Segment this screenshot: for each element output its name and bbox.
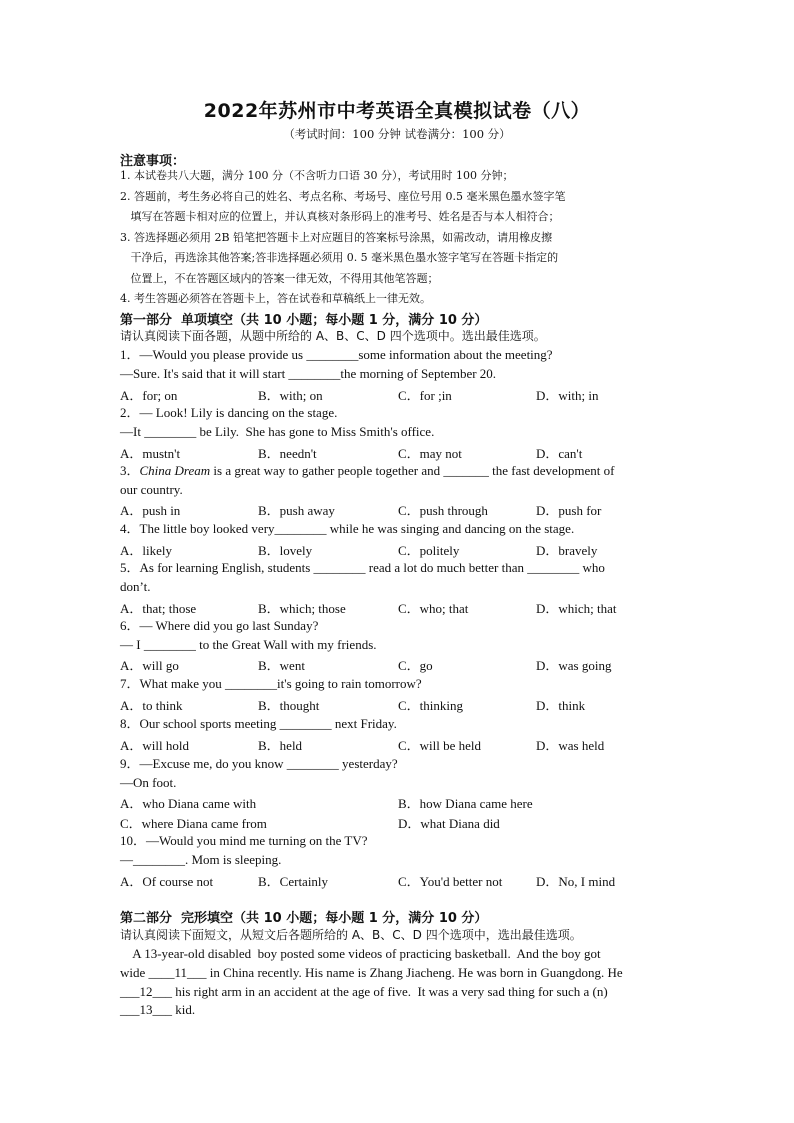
note-line: 位置上，不在答题区域内的答案一律无效，不得用其他笔答题；: [120, 272, 439, 285]
note-line: 填写在答题卡相对应的位置上，并认真核对条形码上的准考号、姓名是否与本人相符合；: [120, 210, 560, 223]
q1-option-b: B．with; on: [258, 388, 323, 403]
q3-option-a: A．push in: [120, 503, 181, 518]
question-1-line1: 1．—Would you please provide us ________some information about the meeting?: [120, 347, 553, 362]
q4-option-d: D．bravely: [536, 543, 598, 558]
q4-option-a: A．likely: [120, 543, 172, 558]
q5-option-d: D．which; that: [536, 601, 617, 616]
q9-option-d: D．what Diana did: [398, 816, 500, 831]
note-line: 3. 答选择题必须用 2B 铅笔把答题卡上对应题目的答案标号涂黑，如需改动，请用橡皮擦: [120, 231, 553, 244]
book-title: China Dream: [139, 463, 211, 478]
part1-heading: 第一部分 单项填空（共 10 小题；每小题 1 分，满分 10 分）: [120, 313, 488, 328]
passage-line: ___12___ his right arm in an accident at the age of five. It was a very sad thing for such a (n): [120, 984, 608, 999]
q9-option-a: A．who Diana came with: [120, 796, 257, 811]
part2-heading: 第二部分 完形填空（共 10 小题；每小题 1 分，满分 10 分）: [120, 911, 488, 926]
q3-option-b: B．push away: [258, 503, 335, 518]
question-5-line1: 5．As for learning English, students ________ read a lot do much better than ________ who: [120, 560, 605, 575]
question-3-line2: our country.: [120, 482, 183, 497]
q10-option-d: D．No, I mind: [536, 874, 616, 889]
passage-line: ___13___ kid.: [120, 1002, 196, 1017]
question-10-line2: —________. Mom is sleeping.: [120, 852, 282, 867]
question-number: 3．: [120, 463, 140, 478]
question-9-line2: —On foot.: [120, 775, 177, 790]
q2-option-d: D．can't: [536, 446, 583, 461]
q7-option-d: D．think: [536, 698, 586, 713]
q1-option-c: C．for ;in: [398, 388, 452, 403]
q6-option-c: C．go: [398, 658, 433, 673]
q6-option-a: A．will go: [120, 658, 179, 673]
question-text: is a great way to gather people together and _______ the fast development of: [210, 463, 615, 478]
question-2-line2: —It ________ be Lily. She has gone to Miss Smith's office.: [120, 424, 435, 439]
note-line: 4. 考生答题必须答在答题卡上，答在试卷和草稿纸上一律无效。: [120, 292, 431, 305]
q5-option-c: C．who; that: [398, 601, 469, 616]
part1-instruction: 请认真阅读下面各题，从题中所给的 A、B、C、D 四个选项中。选出最佳选项。: [120, 329, 546, 343]
question-3-line1: [120, 462, 615, 480]
note-line: 1. 本试卷共八大题，满分 100 分（不含听力口语 30 分），考试用时 100 分钟；: [120, 169, 514, 182]
question-2-line1: 2．— Look! Lily is dancing on the stage.: [120, 405, 338, 420]
note-line: 干净后，再选涂其他答案;答非选择题必须用 0. 5 毫米黑色墨水签字笔写在答题卡指定的: [120, 251, 559, 264]
q8-option-d: D．was held: [536, 738, 605, 753]
q5-option-b: B．which; those: [258, 601, 346, 616]
q7-option-b: B．thought: [258, 698, 320, 713]
q8-option-a: A．will hold: [120, 738, 189, 753]
page-title: 2022年苏州市中考英语全真模拟试卷（八）: [203, 100, 591, 122]
question-5-line2: don’t.: [120, 579, 151, 594]
passage-line: A 13-year-old disabled boy posted some videos of practicing basketball. And the boy got: [120, 946, 601, 961]
question-4-line1: 4．The little boy looked very________ while he was singing and dancing on the stage.: [120, 521, 575, 536]
question-1-line2: —Sure. It's said that it will start ________the morning of September 20.: [120, 366, 497, 381]
q4-option-c: C．politely: [398, 543, 460, 558]
q7-option-a: A．to think: [120, 698, 183, 713]
part2-instruction: 请认真阅读下面短文，从短文后各题所给的 A、B、C、D 四个选项中，选出最佳选项。: [120, 928, 582, 942]
question-9-line1: 9．—Excuse me, do you know ________ yesterday?: [120, 756, 398, 771]
q2-option-b: B．needn't: [258, 446, 317, 461]
question-10-line1: 10．—Would you mind me turning on the TV?: [120, 833, 368, 848]
question-7-line1: 7．What make you ________it's going to rain tomorrow?: [120, 676, 422, 691]
q2-option-c: C．may not: [398, 446, 462, 461]
q3-option-d: D．push for: [536, 503, 602, 518]
q10-option-c: C．You'd better not: [398, 874, 503, 889]
q8-option-b: B．held: [258, 738, 303, 753]
q9-option-c: C．where Diana came from: [120, 816, 267, 831]
notes-heading: 注意事项：: [120, 154, 186, 169]
q1-option-d: D．with; in: [536, 388, 599, 403]
passage-line: wide ____11___ in China recently. His name is Zhang Jiacheng. He was born in Guangdong. He: [120, 965, 623, 980]
q10-option-b: B．Certainly: [258, 874, 329, 889]
note-line: 2. 答题前，考生务必将自己的姓名、考点名称、考场号、座位号用 0.5 毫米黑色墨水签字笔: [120, 190, 566, 203]
q4-option-b: B．lovely: [258, 543, 313, 558]
q5-option-a: A．that; those: [120, 601, 197, 616]
q3-option-c: C．push through: [398, 503, 488, 518]
q1-option-a: A．for; on: [120, 388, 178, 403]
q10-option-a: A．Of course not: [120, 874, 214, 889]
q8-option-c: C．will be held: [398, 738, 482, 753]
question-6-line2: — I ________ to the Great Wall with my friends.: [120, 637, 377, 652]
q6-option-d: D．was going: [536, 658, 612, 673]
q2-option-a: A．mustn't: [120, 446, 181, 461]
q9-option-b: B．how Diana came here: [398, 796, 533, 811]
question-8-line1: 8．Our school sports meeting ________ next Friday.: [120, 716, 397, 731]
exam-info: （考试时间：100 分钟 试卷满分：100 分）: [283, 127, 511, 141]
question-6-line1: 6．— Where did you go last Sunday?: [120, 618, 319, 633]
q7-option-c: C．thinking: [398, 698, 464, 713]
q6-option-b: B．went: [258, 658, 305, 673]
